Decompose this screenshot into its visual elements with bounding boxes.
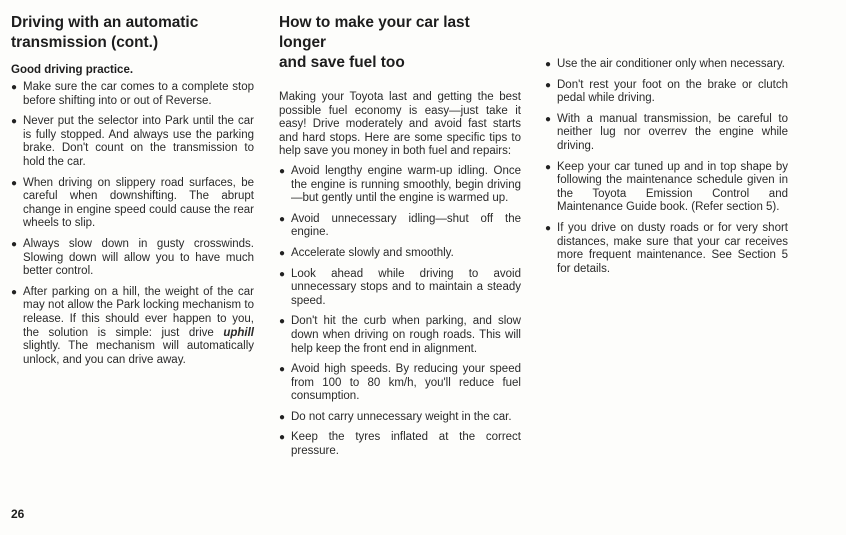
page-number: 26 <box>11 507 25 521</box>
list-item: ● Look ahead while driving to avoid unnecessary stops and to maintain a steady speed. <box>279 268 521 309</box>
middle-heading-line2: and save fuel too <box>279 54 405 71</box>
left-subheading: Good driving practice. <box>11 64 134 76</box>
list-item: ● Make sure the car comes to a complete stop before shifting into or out of Reverse. <box>11 81 254 108</box>
list-item-text: After parking on a hill, the weight of the car may not allow the Park locking mechanism to release. If this should ever happen to you, the solution is simple: just drive <box>23 285 254 339</box>
right-column <box>545 58 788 283</box>
list-item: ● Keep your car tuned up and in top shape by following the maintenance schedule given in the Toyota Emission Control and Maintenance Guide book. (Refer section 5). <box>545 161 788 215</box>
list-item: ● With a manual transmission, be careful to neither lug nor overrev the engine while driving. <box>545 113 788 154</box>
list-item <box>11 286 254 368</box>
list-item: ● Never put the selector into Park until the car is fully stopped. And always use the parking brake. Don't count on the transmission to hold the car. <box>11 115 254 169</box>
left-heading <box>11 13 254 53</box>
list-item: ● Avoid high speeds. By reducing your speed from 100 to 80 km/h, you'll reduce fuel consumption. <box>279 363 521 404</box>
left-column <box>11 0 254 374</box>
list-item: ● Don't rest your foot on the brake or clutch pedal while driving. <box>545 79 788 106</box>
list-item: ● Avoid unnecessary idling—shut off the engine. <box>279 213 521 240</box>
list-item: ● Do not carry unnecessary weight in the car. <box>279 411 521 425</box>
middle-bullet-list <box>279 165 521 459</box>
left-bullet-list <box>11 81 254 367</box>
intro-paragraph: Making your Toyota last and getting the best possible fuel economy is easy—just take it easy! Drive moderately and avoid fast starts and hard stops. Here are some specific tips to help save you money in both fuel and repairs: <box>279 91 521 158</box>
list-item: ● When driving on slippery road surfaces, be careful when downshifting. The abrupt change in engine speed could cause the rear wheels to slip. <box>11 177 254 231</box>
list-item: ● Don't hit the curb when parking, and slow down when driving on rough roads. This will help keep the front end in alignment. <box>279 315 521 356</box>
list-item: ● Keep the tyres inflated at the correct pressure. <box>279 431 521 458</box>
middle-heading-line1: How to make your car last longer <box>279 14 470 51</box>
middle-column <box>279 0 521 466</box>
right-bullet-list <box>545 58 788 276</box>
list-item: ● If you drive on dusty roads or for very short distances, make sure that your car receives more frequent maintenance. See Section 5 for details. <box>545 222 788 276</box>
list-item: ● Accelerate slowly and smoothly. <box>279 247 521 261</box>
emphasis-uphill: uphill <box>223 326 254 339</box>
middle-heading <box>279 13 521 73</box>
list-item-text: slightly. The mechanism will automatically unlock, and you can drive away. <box>23 340 254 366</box>
list-item: ● Always slow down in gusty crosswinds. Slowing down will allow you to have much better control. <box>11 238 254 279</box>
list-item: ● Avoid lengthy engine warm-up idling. Once the engine is running smoothly, begin driving—but gently until the engine is warmed up. <box>279 165 521 206</box>
left-heading-line2: transmission (cont.) <box>11 34 159 51</box>
left-heading-line1: Driving with an automatic <box>11 14 199 31</box>
list-item: ● Use the air conditioner only when necessary. <box>545 58 788 72</box>
